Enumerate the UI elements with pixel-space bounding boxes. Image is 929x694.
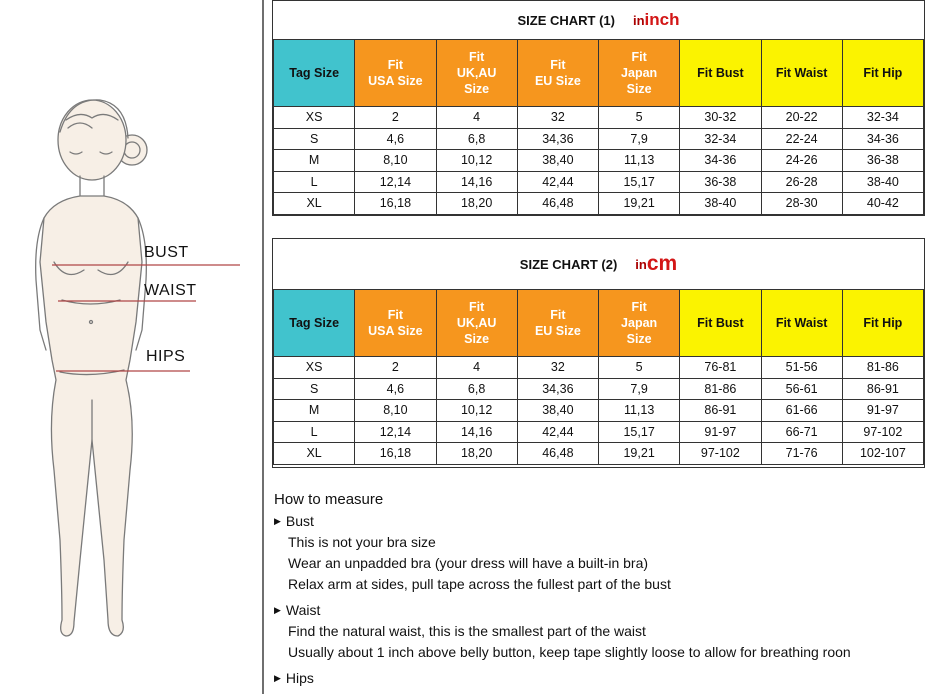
column-header-label: Fit Hip [863, 66, 903, 80]
table-cell: 34,36 [517, 128, 598, 150]
column-header-label: Fit Japan Size [621, 300, 658, 346]
table-cell: 34-36 [680, 150, 761, 172]
measure-instruction: Usually about 1 inch above belly button, keep tape slightly loose to allow for breathing roon [288, 644, 851, 660]
table-cell: 34-36 [842, 128, 923, 150]
table-cell: 81-86 [842, 357, 923, 379]
column-header-label: Fit Waist [775, 66, 828, 80]
how-to-measure-heading: How to measure [274, 491, 384, 508]
table-cell: 86-91 [842, 378, 923, 400]
tag-size-cell: M [274, 400, 355, 422]
unit-prefix: in [635, 256, 647, 272]
table-cell: 24-26 [761, 150, 842, 172]
table-cell: 30-32 [680, 107, 761, 129]
table-cell: 7,9 [599, 128, 680, 150]
tag-size-cell: M [274, 150, 355, 172]
table-cell: 12,14 [355, 171, 436, 193]
column-header-label: Fit UK,AU Size [456, 300, 497, 346]
chart-title-text: SIZE CHART (2) [519, 256, 618, 272]
measure-instruction: Find the natural waist, this is the smallest part of the waist [288, 623, 646, 639]
chart-title-text: SIZE CHART (1) [517, 12, 615, 28]
unit-label: cm [646, 252, 678, 275]
table-cell: 66-71 [761, 421, 842, 443]
measure-sections [274, 511, 929, 689]
table-cell: 32-34 [842, 107, 923, 129]
column-header [436, 40, 517, 107]
column-header [436, 290, 517, 357]
column-header-label: Fit Waist [775, 316, 828, 330]
table-cell: 4,6 [355, 128, 436, 150]
table-cell: 32 [517, 107, 598, 129]
body-figure-illustration [0, 0, 262, 694]
column-header [274, 40, 355, 107]
table-cell: 18,20 [436, 193, 517, 215]
column-header [517, 290, 598, 357]
table-cell: 2 [355, 107, 436, 129]
table-row [274, 193, 924, 215]
table-cell: 102-107 [842, 443, 923, 465]
table-cell: 81-86 [680, 378, 761, 400]
chart-title [273, 1, 924, 39]
how-to-measure [274, 489, 929, 689]
table-cell: 2 [355, 357, 436, 379]
size-chart-cm [272, 238, 925, 468]
table-cell: 5 [599, 357, 680, 379]
table-cell: 40-42 [842, 193, 923, 215]
table-cell: 14,16 [436, 421, 517, 443]
column-header [842, 40, 923, 107]
column-header-label: Fit Japan Size [621, 50, 658, 96]
tag-size-cell: XL [274, 193, 355, 215]
table-row [274, 378, 924, 400]
waist-label: WAIST [144, 282, 197, 299]
tag-size-cell: XL [274, 443, 355, 465]
table-cell: 56-61 [761, 378, 842, 400]
table-cell: 22-24 [761, 128, 842, 150]
table-cell: 16,18 [355, 443, 436, 465]
column-header-label: Fit Bust [697, 66, 744, 80]
table-cell: 10,12 [436, 150, 517, 172]
column-header-label: Fit EU Size [534, 58, 581, 88]
table-cell: 6,8 [436, 378, 517, 400]
table-cell: 91-97 [842, 400, 923, 422]
table-cell: 11,13 [599, 150, 680, 172]
column-header [355, 290, 436, 357]
table-cell: 15,17 [599, 421, 680, 443]
table-cell: 71-76 [761, 443, 842, 465]
column-header [599, 290, 680, 357]
unit-label: inch [644, 10, 680, 29]
table-cell: 19,21 [599, 193, 680, 215]
chart-title [273, 239, 924, 289]
tag-size-cell: XS [274, 107, 355, 129]
column-header [355, 40, 436, 107]
tag-size-cell: L [274, 171, 355, 193]
table-cell: 36-38 [680, 171, 761, 193]
table-cell: 51-56 [761, 357, 842, 379]
body-outline-shape [40, 196, 142, 636]
table-cell: 5 [599, 107, 680, 129]
table-cell: 12,14 [355, 421, 436, 443]
table-cell: 19,21 [599, 443, 680, 465]
column-header-label: Fit Hip [863, 316, 903, 330]
table-row [274, 171, 924, 193]
table-cell: 6,8 [436, 128, 517, 150]
table-cell: 4 [436, 357, 517, 379]
size-table [273, 289, 924, 465]
column-header-label: Tag Size [289, 66, 340, 80]
measure-instruction: Wear an unpadded bra (your dress will have a built-in bra) [288, 555, 649, 571]
hips-label: HIPS [146, 348, 186, 365]
tag-size-cell: XS [274, 357, 355, 379]
table-cell: 46,48 [517, 193, 598, 215]
table-cell: 36-38 [842, 150, 923, 172]
table-cell: 38,40 [517, 400, 598, 422]
size-table [273, 39, 924, 215]
table-row [274, 107, 924, 129]
table-cell: 42,44 [517, 171, 598, 193]
table-cell: 97-102 [842, 421, 923, 443]
measure-instruction: This is not your bra size [288, 534, 436, 550]
table-cell: 15,17 [599, 171, 680, 193]
table-cell: 28-30 [761, 193, 842, 215]
table-cell: 20-22 [761, 107, 842, 129]
table-cell: 32 [517, 357, 598, 379]
bullet-arrow-icon: ▶ [274, 516, 281, 526]
tag-size-cell: S [274, 378, 355, 400]
table-header-row [274, 40, 924, 107]
column-header-label: Fit USA Size [368, 308, 423, 338]
bullet-arrow-icon: ▶ [274, 673, 281, 683]
measure-section-title [274, 600, 929, 621]
column-header-label: Fit Bust [697, 316, 744, 330]
table-cell: 38,40 [517, 150, 598, 172]
head-shape [58, 100, 126, 180]
table-row [274, 128, 924, 150]
tag-size-cell: S [274, 128, 355, 150]
measure-section-title [274, 511, 929, 532]
bullet-arrow-icon: ▶ [274, 605, 281, 615]
bust-label: BUST [144, 244, 189, 261]
measure-section-label: Hips [285, 670, 314, 686]
table-cell: 10,12 [436, 400, 517, 422]
column-header-label: Tag Size [289, 316, 340, 330]
table-cell: 38-40 [680, 193, 761, 215]
table-cell: 18,20 [436, 443, 517, 465]
column-header [274, 290, 355, 357]
measure-instruction: Relax arm at sides, pull tape across the fullest part of the bust [288, 576, 671, 592]
table-cell: 14,16 [436, 171, 517, 193]
table-cell: 7,9 [599, 378, 680, 400]
table-row [274, 400, 924, 422]
column-header-label: Fit UK,AU Size [456, 50, 497, 96]
table-cell: 16,18 [355, 193, 436, 215]
table-row [274, 443, 924, 465]
table-cell: 97-102 [680, 443, 761, 465]
column-header [680, 290, 761, 357]
column-header [842, 290, 923, 357]
column-header-label: Fit EU Size [534, 308, 581, 338]
table-cell: 11,13 [599, 400, 680, 422]
measure-section-label: Bust [285, 513, 314, 529]
table-header-row [274, 290, 924, 357]
table-cell: 4 [436, 107, 517, 129]
column-header [680, 40, 761, 107]
table-cell: 38-40 [842, 171, 923, 193]
table-cell: 8,10 [355, 400, 436, 422]
column-header [599, 40, 680, 107]
table-cell: 32-34 [680, 128, 761, 150]
table-cell: 46,48 [517, 443, 598, 465]
table-cell: 91-97 [680, 421, 761, 443]
table-row [274, 150, 924, 172]
table-cell: 8,10 [355, 150, 436, 172]
tag-size-cell: L [274, 421, 355, 443]
column-header [761, 290, 842, 357]
measure-section-title [274, 668, 929, 689]
table-cell: 34,36 [517, 378, 598, 400]
unit-prefix: in [632, 12, 645, 28]
table-cell: 4,6 [355, 378, 436, 400]
table-cell: 26-28 [761, 171, 842, 193]
table-row [274, 421, 924, 443]
size-chart-inch [272, 0, 925, 216]
table-cell: 42,44 [517, 421, 598, 443]
table-cell: 61-66 [761, 400, 842, 422]
divider-line [262, 0, 264, 694]
table-row [274, 357, 924, 379]
column-header [761, 40, 842, 107]
table-cell: 86-91 [680, 400, 761, 422]
table-cell: 76-81 [680, 357, 761, 379]
column-header [517, 40, 598, 107]
measure-section-label: Waist [285, 602, 321, 618]
column-header-label: Fit USA Size [368, 58, 423, 88]
